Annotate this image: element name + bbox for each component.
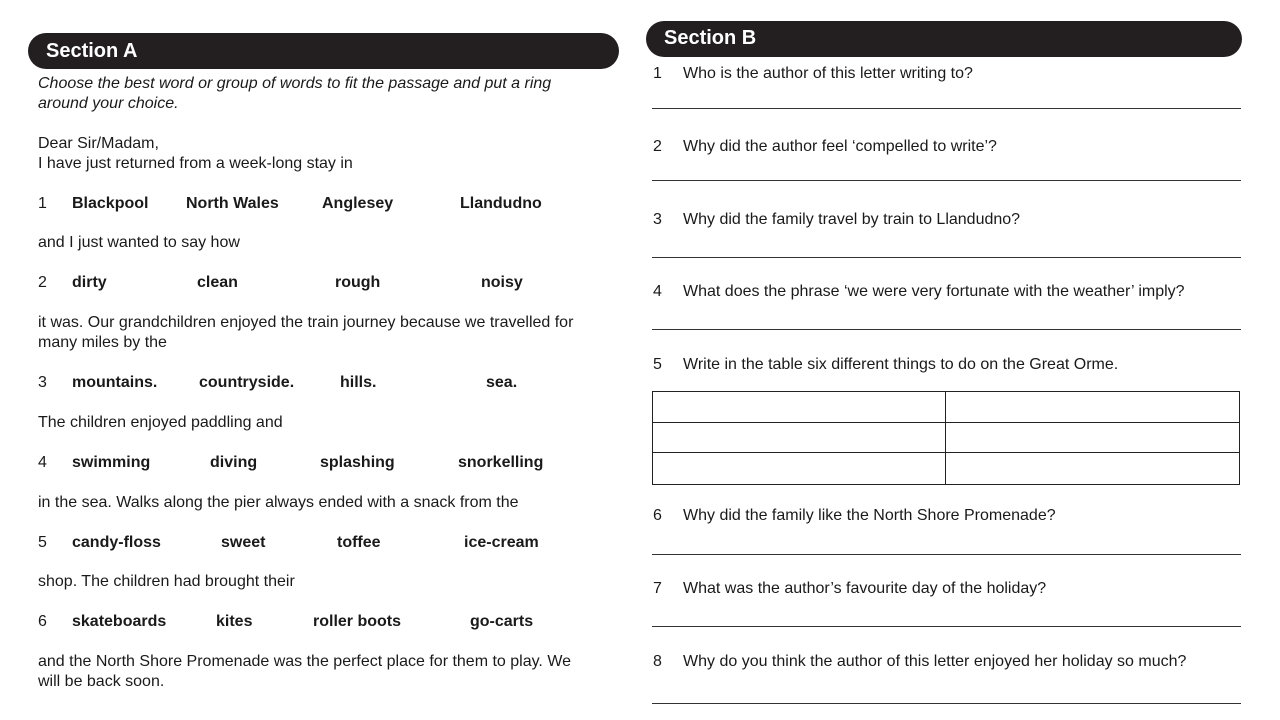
question-text: Who is the author of this letter writing to? <box>683 65 973 82</box>
choice-option[interactable]: rough <box>335 274 381 291</box>
choice-option[interactable]: diving <box>210 454 258 471</box>
question-text: What was the author’s favourite day of the holiday? <box>683 580 1047 597</box>
choice-number: 4 <box>38 454 47 471</box>
choice-option[interactable]: roller boots <box>313 613 402 630</box>
answer-line[interactable] <box>652 329 1241 330</box>
passage-line: The children enjoyed paddling and <box>38 414 283 431</box>
passage-line: in the sea. Walks along the pier always ended with a snack from the <box>38 494 519 511</box>
choice-number: 5 <box>38 534 47 551</box>
choice-option[interactable]: Blackpool <box>72 195 149 212</box>
table-cell[interactable] <box>653 423 946 454</box>
section-b-header: Section B <box>646 21 1242 57</box>
choice-option[interactable]: mountains. <box>72 374 158 391</box>
question-number: 4 <box>653 283 662 300</box>
instruction-line-2: around your choice. <box>38 95 179 112</box>
choice-option[interactable]: Llandudno <box>460 195 542 212</box>
choice-number: 2 <box>38 274 47 291</box>
question-number: 8 <box>653 653 662 670</box>
question-text: Why do you think the author of this letter enjoyed her holiday so much? <box>683 653 1187 670</box>
salutation: Dear Sir/Madam, <box>38 135 159 152</box>
passage-line: it was. Our grandchildren enjoyed the train journey because we travelled for <box>38 314 574 331</box>
passage-line: shop. The children had brought their <box>38 573 295 590</box>
question-text: Why did the family like the North Shore Promenade? <box>683 507 1056 524</box>
passage-line: I have just returned from a week-long stay in <box>38 155 353 172</box>
choice-number: 1 <box>38 195 47 212</box>
question-text: What does the phrase ‘we were very fortunate with the weather’ imply? <box>683 283 1185 300</box>
answer-line[interactable] <box>652 108 1241 109</box>
choice-option[interactable]: kites <box>216 613 253 630</box>
question-number: 5 <box>653 356 662 373</box>
question-text: Why did the family travel by train to Llandudno? <box>683 211 1021 228</box>
choice-option[interactable]: North Wales <box>186 195 279 212</box>
question-number: 3 <box>653 211 662 228</box>
choice-option[interactable]: snorkelling <box>458 454 544 471</box>
question-number: 2 <box>653 138 662 155</box>
choice-option[interactable]: toffee <box>337 534 381 551</box>
instruction-line-1: Choose the best word or group of words to fit the passage and put a ring <box>38 75 552 92</box>
choice-number: 3 <box>38 374 47 391</box>
choice-option[interactable]: go-carts <box>470 613 534 630</box>
passage-line: and I just wanted to say how <box>38 234 240 251</box>
question-number: 1 <box>653 65 662 82</box>
table-cell[interactable] <box>946 423 1239 454</box>
answer-line[interactable] <box>652 554 1241 555</box>
choice-option[interactable]: splashing <box>320 454 395 471</box>
choice-option[interactable]: dirty <box>72 274 107 291</box>
choice-option[interactable]: hills. <box>340 374 377 391</box>
choice-option[interactable]: skateboards <box>72 613 167 630</box>
choice-option[interactable]: ice-cream <box>464 534 539 551</box>
choice-option[interactable]: sweet <box>221 534 266 551</box>
passage-line: will be back soon. <box>38 673 165 690</box>
table-cell[interactable] <box>946 392 1239 423</box>
choice-option[interactable]: sea. <box>486 374 518 391</box>
answer-table <box>652 391 1240 485</box>
table-cell[interactable] <box>653 392 946 423</box>
choice-option[interactable]: candy-floss <box>72 534 161 551</box>
answer-line[interactable] <box>652 180 1241 181</box>
choice-option[interactable]: countryside. <box>199 374 295 391</box>
passage-line: many miles by the <box>38 334 167 351</box>
answer-line[interactable] <box>652 626 1241 627</box>
choice-option[interactable]: clean <box>197 274 238 291</box>
table-cell[interactable] <box>653 453 946 484</box>
choice-option[interactable]: noisy <box>481 274 523 291</box>
section-a-header: Section A <box>28 33 619 69</box>
answer-line[interactable] <box>652 257 1241 258</box>
choice-option[interactable]: Anglesey <box>322 195 394 212</box>
answer-line[interactable] <box>652 703 1241 704</box>
table-cell[interactable] <box>946 453 1239 484</box>
question-number: 6 <box>653 507 662 524</box>
passage-line: and the North Shore Promenade was the perfect place for them to play. We <box>38 653 572 670</box>
choice-number: 6 <box>38 613 47 630</box>
question-text: Why did the author feel ‘compelled to write’? <box>683 138 997 155</box>
question-text: Write in the table six different things to do on the Great Orme. <box>683 356 1119 373</box>
question-number: 7 <box>653 580 662 597</box>
choice-option[interactable]: swimming <box>72 454 151 471</box>
